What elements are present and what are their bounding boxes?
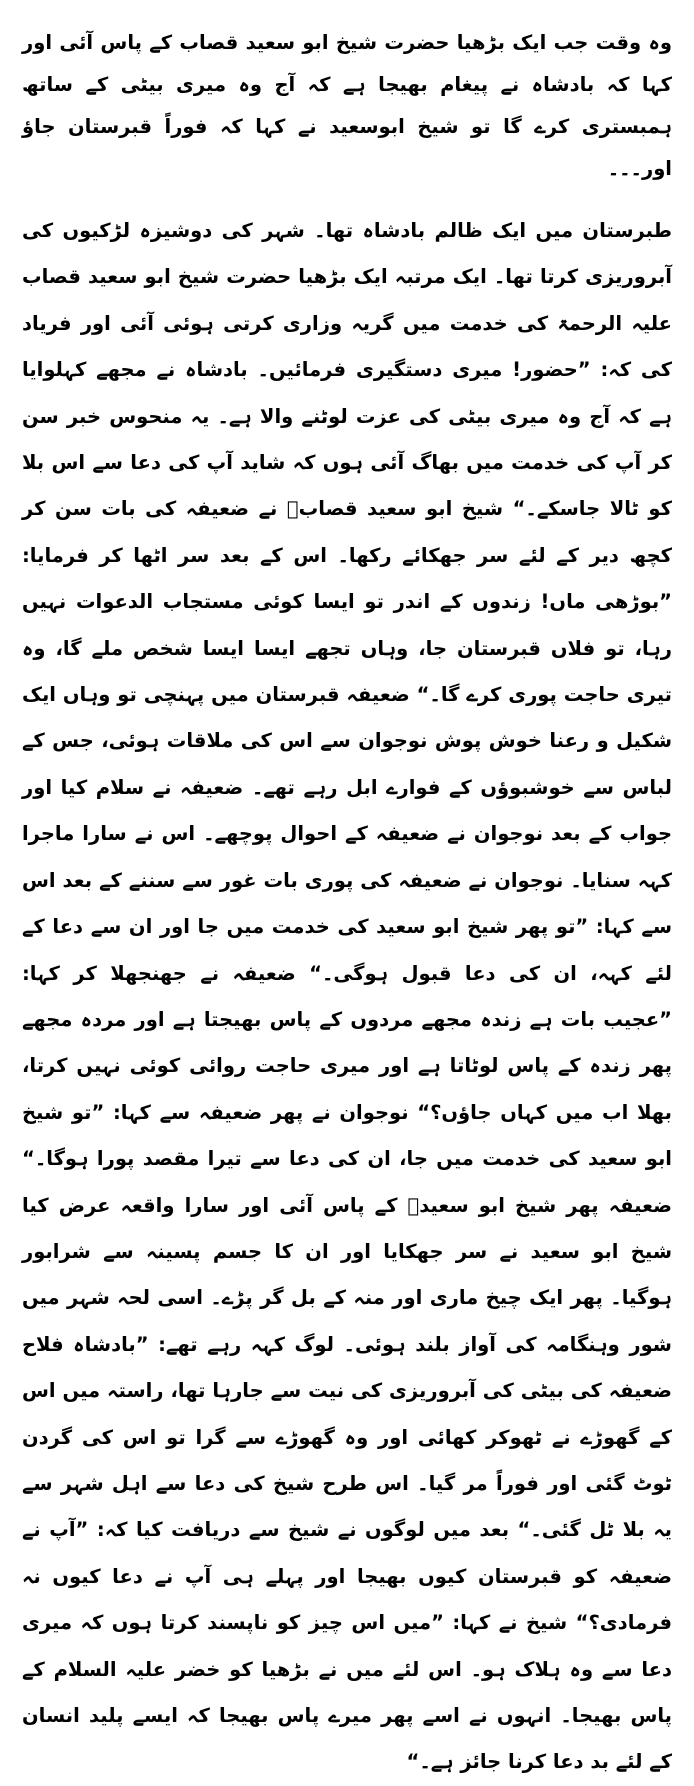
intro-paragraph: وہ وقت جب ایک بڑھیا حضرت شیخ ابو سعید قصاب کے پاس آئی اور کہا کہ بادشاہ نے پیغام بھیجا ہے کہ آج وہ میری بیٹی کے ساتھ ہمبستری کرے گا تو شیخ ابوسعید نے کہا کہ فوراً قبرستان جاؤ اور۔۔۔	[22, 31, 672, 180]
story-paragraph: طبرستان میں ایک ظالم بادشاہ تھا۔ شہر کی دوشیزہ لڑکیوں کی آبروریزی کرتا تھا۔ ایک مرتبہ ایک بڑھیا حضرت شیخ ابو سعید قصاب علیہ الرحمۃ کی خدمت میں گریہ وزاری کرتی ہوئی آئی اور فریاد کی کہ: ”حضور! میری دستگیری فرمائیں۔ بادشاہ نے مجھے کہلوایا ہے کہ آج وہ میری بیٹی کی عزت لوٹنے والا ہے۔ یہ منحوس خبر سن کر آپ کی خدمت میں بھاگ آئی ہوں کہ شاید آپ کی دعا سے اس بلا کو ٹالا جاسکے۔“ شیخ ابو سعید قصابؒ نے ضعیفہ کی بات سن کر کچھ دیر کے لئے سر جھکائے رکھا۔ اس کے بعد سر اٹھا کر فرمایا: ”بوڑھی ماں! زندوں کے اندر تو ایسا کوئی مستجاب الدعوات نہیں رہا، تو فلاں قبرستان جا، وہاں تجھے ایسا ایسا شخص ملے گا، وہ تیری حاجت پوری کرے گا۔“ ضعیفہ قبرستان میں پہنچی تو وہاں ایک شکیل و رعنا خوش پوش نوجوان سے اس کی ملاقات ہوئی، جس کے لباس سے خوشبوؤں کے فوارے ابل رہے تھے۔ ضعیفہ نے سلام کیا اور جواب کے بعد نوجوان نے ضعیفہ کے احوال پوچھے۔ اس نے سارا ماجرا کہہ سنایا۔ نوجوان نے ضعیفہ کی پوری بات غور سے سننے کے بعد اس سے کہا: ”تو پھر شیخ ابو سعید کی خدمت میں جا اور ان سے دعا کے لئے کہہ، ان کی دعا قبول ہوگی۔“ ضعیفہ نے جھنجھلا کر کہا: ”عجیب بات ہے زندہ مجھے مردوں کے پاس بھیجتا ہے اور مردہ مجھے پھر زندہ کے پاس لوٹاتا ہے اور میری حاجت روائی کوئی نہیں کرتا، بھلا اب میں کہاں جاؤں؟“ نوجوان نے پھر ضعیفہ سے کہا: ”تو شیخ ابو سعید کی خدمت میں جا، ان کی دعا سے تیرا مقصد پورا ہوگا۔“ ضعیفہ پھر شیخ ابو سعیدؒ کے پاس آئی اور سارا واقعہ عرض کیا شیخ ابو سعید نے سر جھکایا اور ان کا جسم پسینہ سے شرابور ہوگیا۔ پھر ایک چیخ ماری اور منہ کے بل گر پڑے۔ اسی لحہ شہر میں شور وہنگامہ کی آواز بلند ہوئی۔ لوگ کہہ رہے تھے: ”بادشاہ فلاح ضعیفہ کی بیٹی کی آبروریزی کی نیت سے جارہا تھا، راستہ میں اس کے گھوڑے نے ٹھوکر کھائی اور وہ گھوڑے سے گرا تو اس کی گردن ٹوٹ گئی اور فوراً مر گیا۔ اس طرح شیخ کی دعا سے اہل شہر سے یہ بلا ٹل گئی۔“ بعد میں لوگوں نے شیخ سے دریافت کیا کہ: ”آپ نے ضعیفہ کو قبرستان کیوں بھیجا اور پہلے ہی آپ نے دعا کیوں نہ فرمادی؟“ شیخ نے کہا: ”میں اس چیز کو ناپسند کرتا ہوں کہ میری دعا سے وہ ہلاک ہو۔ اس لئے میں نے بڑھیا کو خضر علیہ السلام کے پاس بھیجا۔ انہوں نے اسے پھر میرے پاس بھیجا کہ ایسے پلید انسان کے لئے بد دعا کرنا جائز ہے۔“	[22, 219, 672, 1774]
